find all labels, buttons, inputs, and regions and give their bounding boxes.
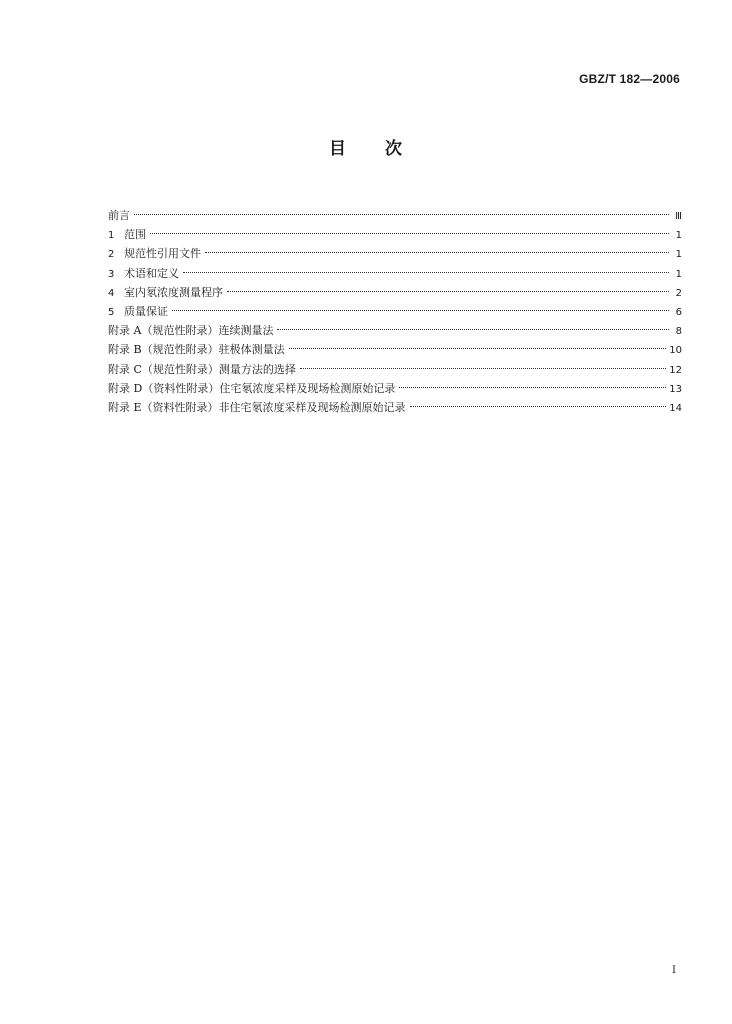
- toc-entry-label: 前言: [108, 209, 130, 222]
- dot-leader: [183, 272, 669, 273]
- toc-entry-annex-b[interactable]: [108, 340, 682, 359]
- toc-entry-page: 12: [669, 364, 682, 376]
- toc-entry-page: 1: [675, 268, 682, 280]
- toc-entry-number: 5: [108, 306, 115, 318]
- toc-entry-annex-e[interactable]: [108, 398, 682, 417]
- toc-entry-page: 13: [669, 383, 682, 395]
- dot-leader: [150, 233, 669, 234]
- standard-code: GBZ/T 182—2006: [579, 72, 680, 86]
- toc-entry-number: 1: [108, 230, 115, 242]
- toc-entry-label: 附录 D（资料性附录）住宅氡浓度采样及现场检测原始记录: [108, 381, 396, 395]
- toc-entry-measurement-procedure[interactable]: [108, 283, 682, 302]
- page-number: I: [672, 965, 676, 976]
- toc-entry-label: 术语和定义: [124, 266, 179, 280]
- toc-entry-number: 2: [108, 249, 115, 261]
- toc-entry-foreword[interactable]: [108, 206, 682, 225]
- toc-entry-label: 附录 A（规范性附录）连续测量法: [108, 324, 274, 338]
- toc-entry-page: 2: [675, 287, 682, 299]
- toc-entry-label: 附录 B（规范性附录）驻极体测量法: [108, 343, 285, 357]
- toc-entry-terms-definitions[interactable]: [108, 264, 682, 283]
- toc-entry-label: 附录 E（资料性附录）非住宅氡浓度采样及现场检测原始记录: [108, 400, 406, 414]
- toc-entry-label: 附录 C（规范性附录）测量方法的选择: [108, 362, 296, 376]
- toc-title-part1: 目: [329, 139, 347, 159]
- toc-entry-number: 3: [108, 268, 115, 280]
- toc-entry-label: 室内氡浓度测量程序: [124, 285, 223, 299]
- toc-entry-page: 1: [675, 230, 682, 242]
- toc-entry-label: 规范性引用文件: [124, 247, 201, 261]
- toc-entry-label: 质量保证: [124, 304, 168, 318]
- toc-entry-label: 范围: [124, 228, 146, 242]
- toc-entry-annex-a[interactable]: [108, 321, 682, 340]
- toc-entry-scope[interactable]: [108, 225, 682, 244]
- dot-leader: [172, 310, 669, 311]
- toc-entry-page: Ⅲ: [675, 211, 682, 222]
- dot-leader: [134, 214, 669, 215]
- toc-title-part2: 次: [385, 139, 403, 159]
- dot-leader: [277, 329, 669, 330]
- toc-entry-page: 14: [669, 402, 682, 414]
- toc-entry-normative-references[interactable]: [108, 244, 682, 263]
- toc-entry-page: 10: [669, 345, 682, 357]
- toc-entry-annex-c[interactable]: [108, 360, 682, 379]
- toc-title: [0, 134, 732, 159]
- dot-leader: [205, 252, 669, 253]
- toc-entry-page: 8: [675, 326, 682, 338]
- dot-leader: [399, 387, 666, 388]
- dot-leader: [410, 406, 667, 407]
- toc-entry-number: 4: [108, 287, 115, 299]
- dot-leader: [227, 291, 669, 292]
- toc-entry-page: 1: [675, 249, 682, 261]
- toc-list: [108, 206, 682, 417]
- toc-entry-quality-assurance[interactable]: [108, 302, 682, 321]
- dot-leader: [289, 348, 667, 349]
- toc-entry-page: 6: [675, 306, 682, 318]
- toc-entry-annex-d[interactable]: [108, 379, 682, 398]
- dot-leader: [300, 368, 666, 369]
